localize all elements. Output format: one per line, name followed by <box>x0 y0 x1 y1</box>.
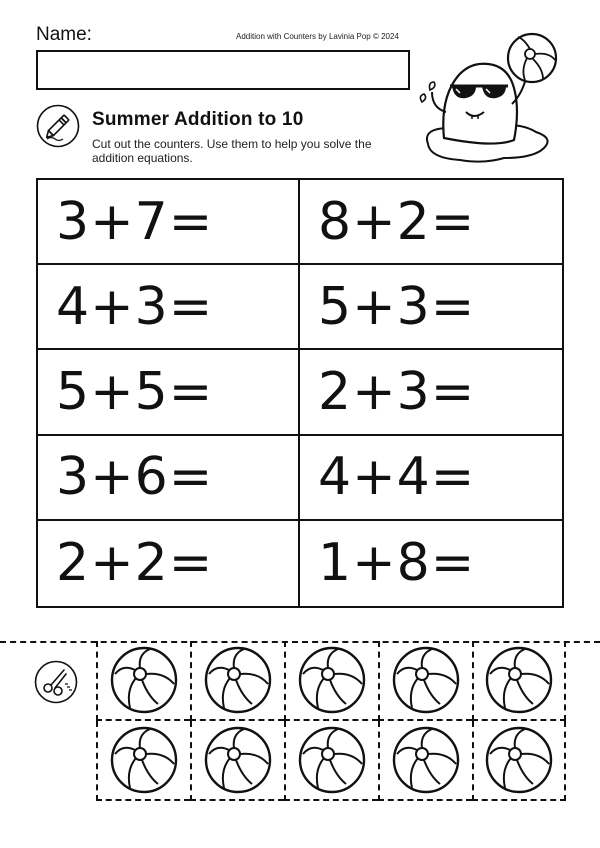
beach-ball-icon <box>484 725 554 795</box>
equation-cell[interactable]: 2+2= <box>38 521 300 606</box>
name-label: Name: <box>36 24 92 45</box>
equation-cell[interactable]: 3+6= <box>38 436 300 521</box>
counter-cell[interactable] <box>190 721 284 801</box>
ghost-mascot-icon <box>414 26 566 170</box>
counter-cell[interactable] <box>378 641 472 721</box>
equations-table <box>36 178 564 608</box>
beach-ball-icon <box>297 725 367 795</box>
equation-cell[interactable]: 2+3= <box>300 350 562 435</box>
equation-cell[interactable]: 4+3= <box>38 265 300 350</box>
instructions-text: Cut out the counters. Use them to help you solve the addition equations. <box>92 137 372 165</box>
name-field[interactable] <box>36 50 410 90</box>
beach-ball-icon <box>203 645 273 715</box>
equation-cell[interactable]: 1+8= <box>318 533 476 594</box>
counters-grid <box>96 641 566 801</box>
counter-cell[interactable] <box>378 721 472 801</box>
counter-cell[interactable] <box>472 641 566 721</box>
counter-cell[interactable] <box>284 641 378 721</box>
pencil-icon <box>36 104 80 148</box>
page-title: Summer Addition to 10 <box>92 109 304 130</box>
equation-cell[interactable]: 4+4= <box>300 436 562 521</box>
counter-cell[interactable] <box>472 721 566 801</box>
equation-cell[interactable]: 5+5= <box>38 350 300 435</box>
counter-cell[interactable] <box>96 721 190 801</box>
equation-cell[interactable]: 5+3= <box>300 265 562 350</box>
beach-ball-icon <box>484 645 554 715</box>
credit-text: Addition with Counters by Lavinia Pop © 2024 <box>236 32 399 41</box>
beach-ball-icon <box>109 645 179 715</box>
equation-cell[interactable]: 8+2= <box>300 180 562 265</box>
beach-ball-icon <box>203 725 273 795</box>
beach-ball-icon <box>297 645 367 715</box>
beach-ball-icon <box>109 725 179 795</box>
counter-cell[interactable] <box>190 641 284 721</box>
beach-ball-icon <box>391 645 461 715</box>
equation-cell[interactable]: 3+7= <box>38 180 300 265</box>
scissors-icon <box>34 660 78 704</box>
beach-ball-icon <box>391 725 461 795</box>
counter-cell[interactable] <box>96 641 190 721</box>
counter-cell[interactable] <box>284 721 378 801</box>
